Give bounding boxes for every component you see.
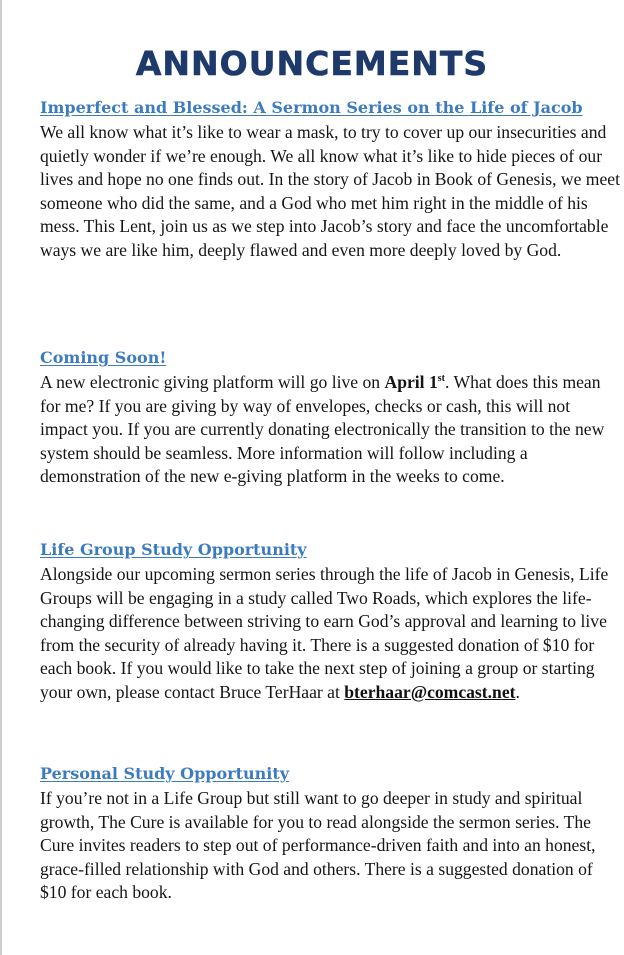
contact-email-link[interactable]: bterhaar@comcast.net — [344, 681, 516, 702]
section-heading-coming-soon: Coming Soon! — [40, 348, 167, 367]
launch-date-main: April 1 — [384, 372, 438, 392]
section-body-coming-soon — [40, 371, 620, 489]
section-personal-study — [40, 760, 620, 905]
section-body-sermon-series: We all know what it’s like to wear a mask, to try to cover up our insecurities and quietly wonder if we’re enough. We all know what it’s like to hide pieces of our lives and hope no one finds out. In the story of Jacob in Book of Genesis, we meet someone who did the same, and a God who met him right in the middle of his mess. This Lent, join us as we step into Jacob’s story and face the uncomfortable ways we are like him, deeply flawed and even more deeply loved by God. — [40, 122, 620, 260]
body-text-part: A new electronic giving platform will go live on — [40, 372, 385, 392]
section-heading-life-group: Life Group Study Opportunity — [40, 540, 307, 559]
section-heading-personal-study: Personal Study Opportunity — [40, 764, 290, 783]
launch-date — [384, 372, 445, 392]
body-text-part: Alongside our upcoming sermon series through the life of Jacob in Genesis, Life Groups will be engaging in a study called Two Roads, which explores the life-changing difference between striving to earn God’s approval and learning to live from the security of already having it. There is a suggested donation of $10 for each book. If you would like to take the next step of joining a group or starting your own, please contact Bruce TerHaar at — [40, 564, 609, 702]
section-sermon-series — [40, 94, 620, 262]
section-life-group — [40, 536, 620, 704]
launch-date-suffix: st — [437, 373, 445, 385]
section-body-life-group — [40, 563, 620, 704]
body-text-part: . — [515, 681, 520, 702]
section-heading-sermon-series: Imperfect and Blessed: A Sermon Series on the Life of Jacob — [40, 98, 583, 117]
section-coming-soon — [40, 344, 620, 489]
page-title: ANNOUNCEMENTS — [135, 44, 489, 83]
section-body-personal-study: If you’re not in a Life Group but still want to go deeper in study and spiritual growth, The Cure is available for you to read alongside the sermon series. The Cure invites readers to step out of performance-driven faith and into an honest, grace-filled relationship with God and others. There is a suggested donation of $10 for each book. — [40, 788, 596, 902]
page-left-border — [0, 0, 2, 955]
body-text-part: . What does this mean for me? If you are giving by way of envelopes, checks or cash, this will not impact you. If you are currently donating electronically the transition to the new system should be seamless. More information will follow including a demonstration of the new e-giving platform in the weeks to come. — [40, 372, 605, 486]
